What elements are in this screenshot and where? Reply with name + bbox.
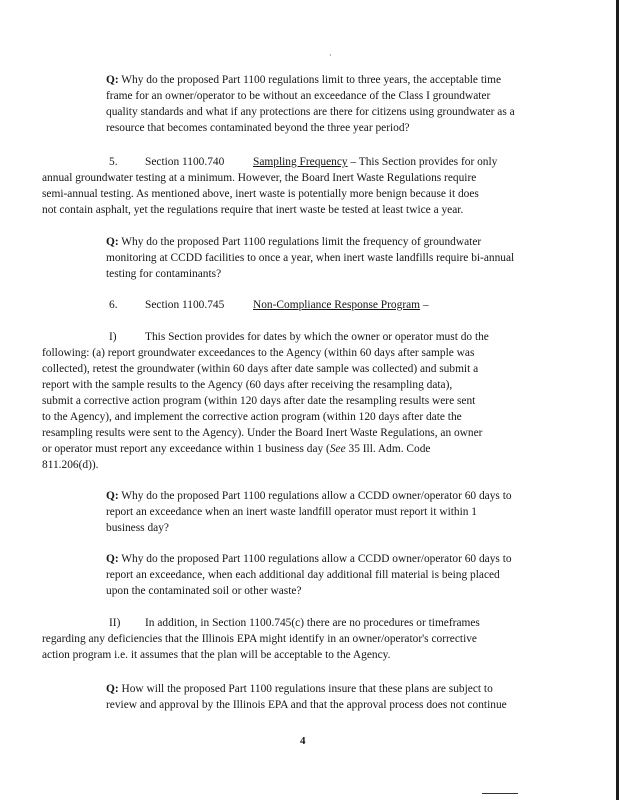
paragraph-ii (42, 615, 602, 663)
question-label: Q: (106, 490, 119, 502)
paragraph-i-line-4: report with the sample results to the Agency (60 days after receiving the resampling data), (42, 379, 453, 391)
question-1-line-1: Q: Why do the proposed Part 1100 regulations limit to three years, the acceptable time (106, 74, 502, 86)
section-6-heading (42, 297, 602, 313)
paragraph-i-line-5: submit a corrective action program (within 120 days after date the resampling results were sent (42, 395, 476, 407)
section-5-number: 5. (109, 156, 118, 168)
question-3-line-3: business day? (106, 522, 169, 534)
question-2-line-2: monitoring at CCDD facilities to once a year, when inert waste landfills require bi-annual (106, 252, 515, 264)
question-label: Q: (106, 74, 119, 86)
section-5-line-4: not contain asphalt, yet the regulations require that inert waste be tested at least twice a year. (42, 204, 464, 216)
question-3-line-2: report an exceedance when an inert waste landfill operator must report it within 1 (106, 506, 478, 518)
paragraph-i-line-2: following: (a) report groundwater exceedances to the Agency (within 60 days after sample was (42, 347, 475, 359)
top-mark: · (329, 51, 332, 60)
section-6-number: 6. (109, 299, 118, 311)
section-5-title: Sampling Frequency (253, 156, 348, 168)
page-number: 4 (300, 735, 306, 747)
citation-see: See (329, 443, 346, 455)
paragraph-i-number: I) (109, 331, 117, 343)
question-label: Q: (106, 236, 119, 248)
question-1-line-3: quality standards and what if any protections are there for citizens using groundwater as a (106, 106, 515, 118)
section-5-paragraph (42, 154, 602, 218)
question-2-line-3: testing for contaminants? (106, 268, 222, 280)
question-2 (106, 234, 514, 282)
paragraph-i-line-6: to the Agency), and implement the corrective action program (within 120 days after date the (42, 411, 462, 423)
paragraph-i-line-8: or operator must report any exceedance within 1 business day (See 35 Ill. Adm. Code (42, 443, 431, 455)
paragraph-i-line-3: collected), retest the groundwater (within 60 days after date sample was collected) and submit a (42, 363, 479, 375)
section-5-line-2: annual groundwater testing at a minimum. However, the Board Inert Waste Regulations require (42, 172, 477, 184)
scan-edge-bottom (482, 793, 518, 794)
question-1 (106, 72, 515, 136)
question-4-line-2: report an exceedance, when each additional day additional fill material is being placed (106, 569, 500, 581)
paragraph-i-line-9: 811.206(d)). (42, 459, 99, 471)
section-5-id: Section 1100.740 (145, 156, 225, 168)
question-3-line-1: Q: Why do the proposed Part 1100 regulations allow a CCDD owner/operator 60 days to (106, 490, 512, 502)
question-5-line-1: Q: How will the proposed Part 1100 regulations insure that these plans are subject to (106, 683, 493, 695)
question-1-line-2: frame for an owner/operator to be without an exceedance of the Class I groundwater (106, 90, 491, 102)
paragraph-ii-number: II) (109, 617, 121, 629)
section-6-heading-line: Non-Compliance Response Program – (253, 299, 429, 311)
question-1-line-4: resource that becomes contaminated beyond the three year period? (106, 122, 410, 134)
question-label: Q: (106, 553, 119, 565)
question-3 (106, 488, 512, 536)
section-6-title: Non-Compliance Response Program (253, 299, 421, 311)
paragraph-ii-line-3: action program i.e. it assumes that the plan will be acceptable to the Agency. (42, 649, 391, 661)
paragraph-i (42, 329, 602, 473)
question-2-line-1: Q: Why do the proposed Part 1100 regulations limit the frequency of groundwater (106, 236, 482, 248)
paragraph-ii-line-2: regarding any deficiencies that the Illinois EPA might identify in an owner/operator's corrective (42, 633, 477, 645)
question-label: Q: (106, 683, 119, 695)
paragraph-i-line-1: This Section provides for dates by which the owner or operator must do the (145, 331, 489, 343)
question-4 (106, 551, 512, 599)
section-5-line-3: semi-annual testing. As mentioned above, inert waste is potentially more benign because it does (42, 188, 479, 200)
question-4-line-3: upon the contaminated soil or other waste? (106, 585, 302, 597)
paragraph-ii-line-1: In addition, in Section 1100.745(c) there are no procedures or timeframes (145, 617, 480, 629)
section-6-id: Section 1100.745 (145, 299, 225, 311)
question-4-line-1: Q: Why do the proposed Part 1100 regulations allow a CCDD owner/operator 60 days to (106, 553, 512, 565)
question-5-line-2: review and approval by the Illinois EPA and that the approval process does not continue (106, 699, 507, 711)
question-5 (106, 681, 507, 713)
paragraph-i-line-7: resampling results were sent to the Agency). Under the Board Inert Waste Regulations, an owner (42, 427, 483, 439)
section-5-heading-line: Sampling Frequency – This Section provides for only (253, 156, 498, 168)
